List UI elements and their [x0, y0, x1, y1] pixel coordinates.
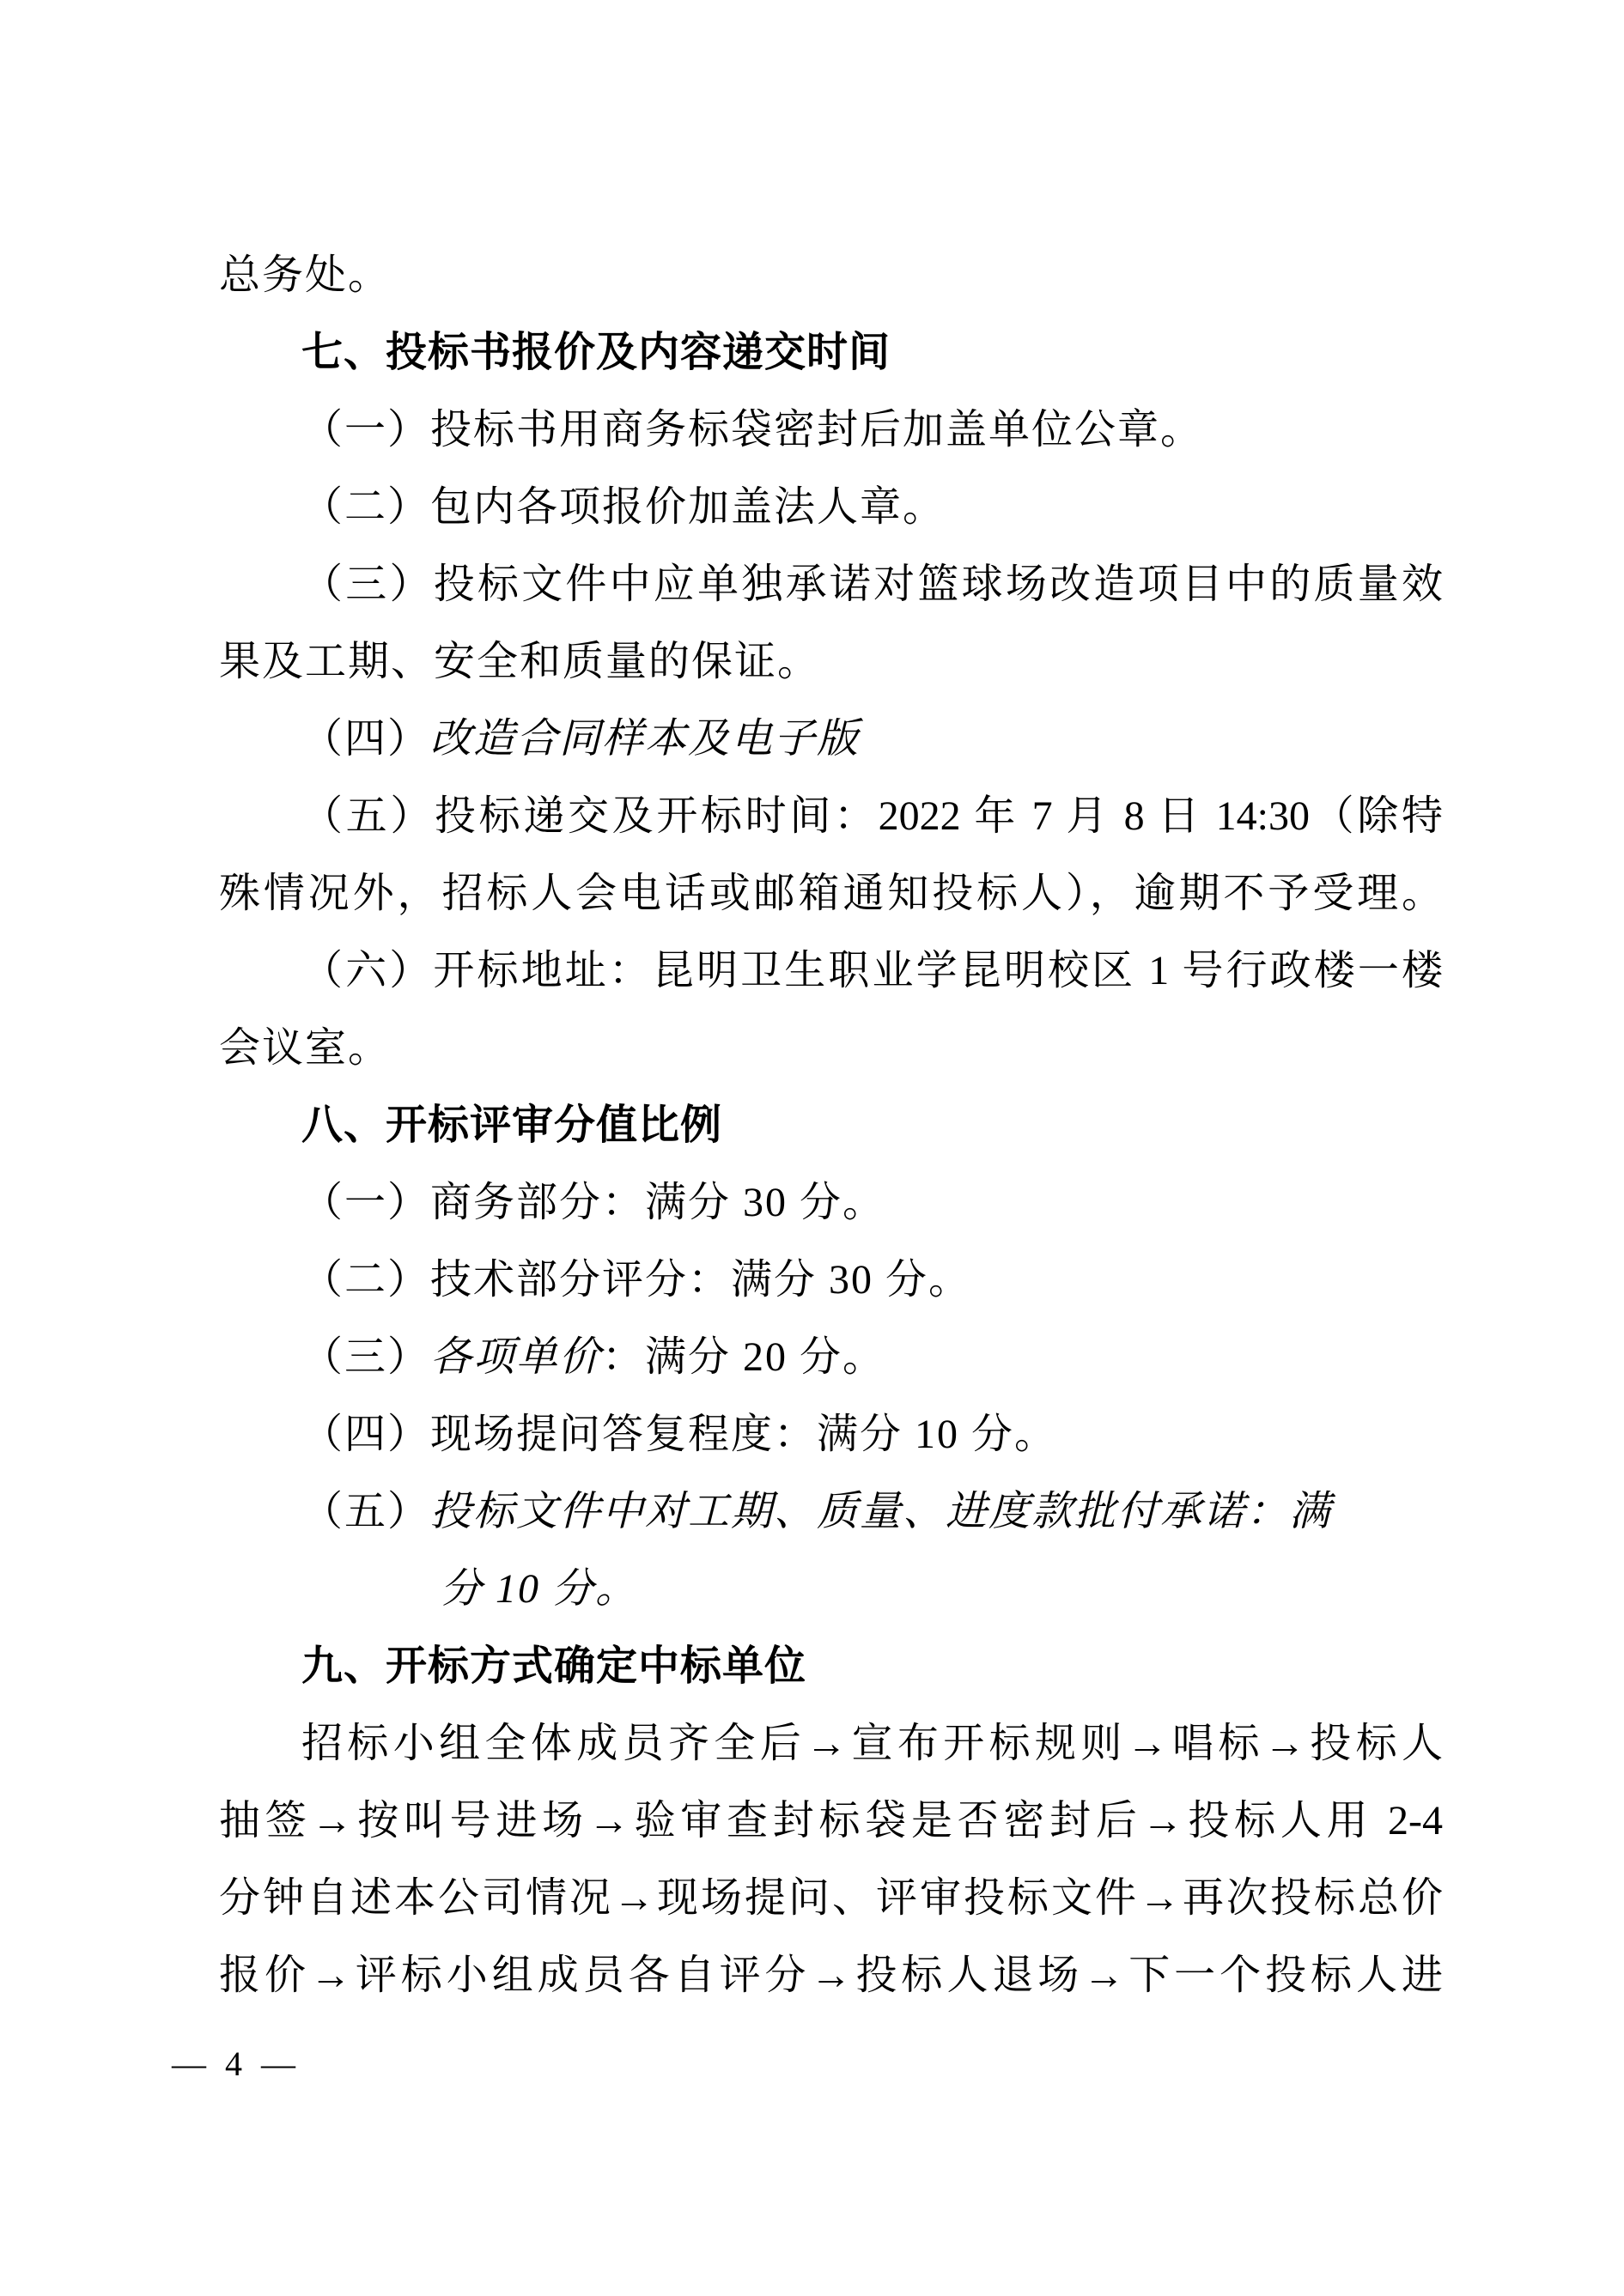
list-item-7-3: （三）投标文件中应单独承诺对篮球场改造项目中的质量效	[301, 562, 1443, 607]
section-heading-9: 九、开标方式确定中标单位	[301, 1643, 807, 1689]
paragraph-line: 招标小组全体成员齐全后→宣布开标规则→唱标→投标人	[301, 1721, 1443, 1766]
text-line: 殊情况外，招标人会电话或邮箱通知投标人），逾期不予受理。	[219, 871, 1443, 916]
text-line: 总务处。	[219, 252, 392, 298]
list-item-7-5: （五）投标递交及开标时间：2022 年 7 月 8 日 14:30（除特	[301, 793, 1443, 839]
item-number: （三）	[301, 1334, 431, 1380]
list-item-7-1: （一）投标书用商务标袋密封后加盖单位公章。	[301, 407, 1204, 453]
paragraph-line: 抽签→按叫号进场→验审查封标袋是否密封后→投标人用 2-4	[219, 1798, 1443, 1843]
section-heading-8: 八、开标评审分值比例	[301, 1102, 723, 1148]
item-text: ：满分 20 分。	[602, 1334, 886, 1380]
item-text: 投标文件中对工期、质量、进度款批付承诺：满	[430, 1489, 1333, 1534]
page-number: — 4 —	[172, 2044, 301, 2083]
list-item-8-4: （四）现场提问答复程度：满分 10 分。	[301, 1412, 1058, 1457]
list-item-8-2: （二）技术部分评分：满分 30 分。	[301, 1257, 972, 1303]
paragraph-line: 报价→评标小组成员各自评分→投标人退场→下一个投标人进	[219, 1953, 1443, 1998]
list-item-8-3	[219, 1319, 1443, 1396]
document-body	[219, 237, 1443, 2014]
list-item-7-6: （六）开标地址：昆明卫生职业学昆明校区 1 号行政楼一楼	[301, 948, 1443, 993]
list-item-7-4	[219, 701, 1443, 778]
item-number: （五）	[301, 1489, 431, 1534]
list-item-7-2: （二）包内各项报价加盖法人章。	[301, 484, 946, 530]
item-text: 各项单价	[430, 1334, 603, 1380]
item-text: 改造合同样本及电子版	[430, 716, 861, 762]
paragraph-line: 分钟自述本公司情况→现场提问、评审投标文件→再次投标总价	[219, 1875, 1443, 1921]
list-item-8-5	[219, 1473, 1443, 1551]
text-line: 分 10 分。	[441, 1566, 639, 1612]
text-line: 果及工期、安全和质量的保证。	[219, 639, 821, 684]
item-number: （四）	[301, 716, 431, 762]
text-line: 会议室。	[219, 1025, 392, 1071]
list-item-8-1: （一）商务部分：满分 30 分。	[301, 1180, 886, 1225]
section-heading-7: 七、投标书报价及内容递交时间	[301, 330, 891, 375]
